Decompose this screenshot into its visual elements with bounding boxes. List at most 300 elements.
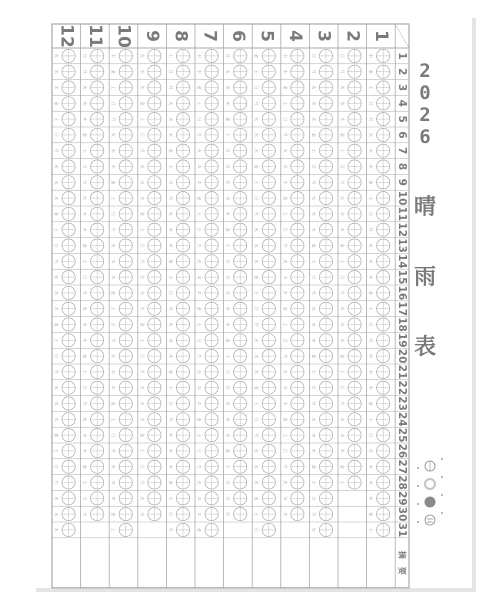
weekday-mark: 火 [311,306,317,311]
weekday-mark: 金 [311,464,317,469]
weekday-mark: 月 [368,338,374,343]
weekday-mark: 木 [282,511,288,517]
weekday-mark: 金 [139,322,145,327]
weekday-mark: 月 [139,369,145,375]
weekday-mark: 日 [282,227,288,232]
weekday-mark: 金 [254,164,260,169]
weekday-mark: 火 [197,259,202,264]
weekday-mark: 土 [254,69,260,74]
weekday-mark: 月 [111,116,117,122]
weekday-mark: 水 [54,401,59,406]
weekday-mark: 日 [368,322,374,327]
weekday-mark: 日 [311,274,317,280]
weekday-mark: 月 [111,227,117,232]
weekday-mark: 水 [368,259,374,264]
weekday-mark: 水 [54,69,59,74]
weekday-mark: 日 [82,274,88,280]
weekday-mark: 日 [111,322,117,327]
weekday-mark: 月 [54,259,59,264]
day-number: 17 [396,301,408,317]
weekday-mark: 土 [82,148,88,153]
weekday-mark: 木 [82,116,88,122]
month-number: 11 [84,24,105,48]
weekday-mark: 土 [82,369,88,375]
weekday-mark: 木 [111,274,117,280]
month-number: 8 [170,30,191,42]
weekday-mark: 月 [197,132,202,138]
weekday-mark: 水 [139,290,145,296]
day-number: 11 [396,206,408,222]
legend-dot [417,521,419,523]
weekday-mark: 火 [111,243,117,248]
weekday-mark: 日 [82,53,88,59]
weekday-mark: 金 [340,243,345,248]
weekday-mark: 火 [197,148,202,153]
weekday-mark: 木 [168,243,174,248]
weekday-mark: 水 [340,211,345,217]
weekday-mark: 日 [139,132,145,138]
weekday-mark: 金 [139,432,145,438]
weekday-mark: 日 [82,164,88,169]
weekday-mark: 火 [368,243,374,248]
weekday-mark: 水 [54,180,59,185]
weekday-mark: 金 [282,417,288,422]
weekday-mark: 月 [197,464,202,469]
weekday-mark: 水 [168,227,174,232]
day-number: 9 [396,178,408,186]
weekday-mark: 水 [340,322,345,327]
day-number: 13 [396,238,408,253]
weekday-mark: 木 [111,53,117,59]
weekday-mark: 火 [340,85,345,90]
weekday-mark: 水 [82,432,88,438]
weekday-mark: 金 [168,480,174,485]
day-number: 1 [396,52,408,60]
weekday-mark: 土 [197,101,202,106]
weekday-mark: 土 [225,353,231,359]
weekday-mark: 水 [111,259,117,264]
day-number: 6 [396,131,408,139]
weekday-mark: 日 [368,432,374,438]
weekday-mark: 金 [197,85,202,90]
day-number: 3 [396,83,408,92]
rain-icon [425,497,436,508]
weekday-mark: 火 [139,385,145,390]
day-number: 30 [396,506,408,522]
legend-dot [441,494,443,496]
weekday-mark: 土 [197,211,202,217]
day-number: 4 [396,99,408,107]
month-number: 1 [370,30,391,42]
weekday-mark: 月 [82,180,88,185]
day-number: 7 [396,147,408,155]
weekday-mark: 木 [168,353,174,359]
weekday-mark: 火 [282,369,288,375]
weekday-mark: 火 [54,164,59,169]
weekday-mark: 月 [282,464,288,469]
weekday-mark: 土 [54,227,59,232]
weekday-mark: 水 [82,322,88,327]
weekday-mark: 水 [139,69,145,74]
weekday-mark: 土 [54,116,59,122]
weekday-mark: 金 [311,243,317,248]
weekday-mark: 金 [54,101,59,106]
weekday-mark: 金 [111,180,117,185]
month-number: 7 [199,30,220,42]
cloudy-icon [425,479,435,489]
weekday-mark: 日 [225,480,231,485]
weekday-mark: 月 [311,401,317,406]
weekday-mark: 金 [139,211,145,217]
weekday-mark: 金 [340,353,345,359]
weekday-mark: 木 [225,432,231,438]
day-number: 8 [396,162,408,171]
weekday-mark: 火 [368,464,374,469]
weekday-mark: 土 [197,322,202,327]
weekday-mark: 土 [82,259,88,264]
weekday-mark: 金 [168,259,174,264]
weekday-mark: 木 [197,401,202,406]
weekday-mark: 火 [82,85,88,90]
weekday-mark: 水 [282,385,288,390]
weekday-mark: 水 [282,274,288,280]
weekday-mark: 土 [168,274,174,280]
weekday-mark: 土 [111,306,117,311]
weekday-mark: 月 [82,511,88,517]
weekday-mark: 火 [340,306,345,311]
weekday-mark: 木 [282,401,288,406]
weekday-mark: 火 [254,227,260,232]
weekday-mark: 木 [54,306,59,311]
weekday-mark: 火 [254,338,260,343]
weekday-mark: 水 [168,448,174,454]
weekday-mark: 水 [225,85,231,90]
weekday-mark: 土 [139,227,145,232]
weekday-mark: 日 [197,338,202,343]
weekday-mark: 木 [340,448,345,454]
weekday-mark: 土 [111,527,117,533]
weekday-mark: 土 [168,496,174,501]
weekday-mark: 火 [282,480,288,485]
weekday-mark: 火 [254,116,260,122]
weekday-mark: 火 [225,290,231,296]
weekday-mark: 土 [254,401,260,406]
title-char-hare: 晴 [413,195,436,220]
weekday-mark: 金 [82,464,88,469]
weekday-mark: 金 [139,101,145,106]
day-number: 2 [396,68,408,76]
weekday-mark: 火 [225,180,231,185]
weekday-mark: 金 [225,338,231,343]
weekday-mark: 日 [139,464,145,469]
weekday-mark: 火 [111,464,117,469]
weekday-mark: 水 [311,101,317,106]
weekday-mark: 木 [111,385,117,390]
weekday-mark: 水 [139,511,145,517]
weekday-mark: 月 [254,101,260,106]
weekday-mark: 水 [197,53,202,59]
weekday-mark: 月 [368,448,374,454]
weekday-mark: 金 [54,322,59,327]
weekday-mark: 日 [54,132,59,138]
weekday-mark: 月 [282,243,288,248]
weekday-mark: 土 [168,385,174,390]
weekday-mark: 水 [54,511,59,517]
weekday-mark: 月 [139,148,145,153]
weekday-mark: 月 [368,227,374,232]
weekday-mark: 土 [282,211,288,217]
weekday-mark: 火 [197,480,202,485]
day-number: 10 [396,190,408,206]
weekday-mark: 日 [340,164,345,169]
weekday-mark: 火 [254,448,260,454]
weekday-mark: 水 [82,101,88,106]
weekday-mark: 金 [54,432,59,438]
day-number: 16 [396,285,408,301]
weekday-mark: 火 [168,101,174,106]
weekday-mark: 木 [111,496,117,501]
weekday-mark: 月 [340,401,345,406]
weekday-mark: 金 [282,85,288,90]
weekday-mark: 木 [368,496,374,501]
weekday-mark: 木 [168,464,174,469]
weekday-mark: 金 [311,353,317,359]
day-number: 25 [396,427,408,443]
weekday-mark: 木 [197,511,202,517]
weekday-mark: 日 [225,148,231,153]
weekday-mark: 月 [282,353,288,359]
legend-dot [441,458,443,460]
title-char-hyou: 表 [413,335,436,360]
weekday-mark: 水 [282,164,288,169]
weekday-mark: 日 [168,69,174,74]
weekday-mark: 月 [340,180,345,185]
weekday-mark: 月 [282,132,288,138]
weekday-mark: 土 [311,480,317,485]
weekday-mark: 木 [368,164,374,169]
weekday-mark: 木 [225,322,231,327]
weekday-mark: 水 [111,148,117,153]
weekday-mark: 月 [197,243,202,248]
day-number: 24 [396,411,408,427]
weekday-mark: 金 [368,180,374,185]
weekday-mark: 木 [340,338,345,343]
weekday-mark: 水 [197,164,202,169]
weekday-mark: 木 [139,195,145,201]
weekday-mark: 土 [368,306,374,311]
weekday-mark: 月 [311,69,317,74]
day-number: 31 [396,522,408,538]
weekday-mark: 金 [168,148,174,153]
weekday-mark: 金 [197,527,202,533]
weekday-mark: 日 [168,290,174,296]
weekday-mark: 月 [82,401,88,406]
day-number: 19 [396,332,408,348]
weekday-mark: 日 [311,164,317,169]
weekday-mark: 日 [197,227,202,232]
weekday-mark: 日 [254,527,260,533]
weekday-mark: 金 [254,496,260,501]
weekday-mark: 土 [340,369,345,375]
weekday-mark: 木 [139,85,145,90]
weekday-mark: 火 [82,417,88,422]
weekday-mark: 水 [111,369,117,375]
weekday-mark: 土 [311,148,317,153]
weekday-mark: 日 [111,432,117,438]
weekday-mark: 月 [54,369,59,375]
weekday-mark: 火 [54,385,59,390]
notes-label: 摘 要 [397,550,407,575]
weekday-mark: 金 [111,401,117,406]
year-heading [408,60,442,148]
weekday-mark: 月 [82,290,88,296]
weekday-mark: 土 [340,148,345,153]
weekday-mark: 月 [111,448,117,454]
weekday-mark: 木 [54,195,59,201]
weekday-mark: 日 [340,385,345,390]
weekday-mark: 火 [168,432,174,438]
month-number: 5 [256,30,277,42]
weekday-mark: 日 [368,101,374,106]
weekday-mark: 日 [139,243,145,248]
weekday-mark: 水 [139,180,145,185]
weekday-mark: 月 [311,290,317,296]
year-digit: 6 [419,126,431,148]
weekday-mark: 火 [54,274,59,280]
weekday-mark: 火 [225,511,231,517]
legend-dot [417,467,419,469]
weekday-mark: 水 [168,338,174,343]
year-digit: 2 [419,104,431,126]
weekday-mark: 金 [254,385,260,390]
weekday-mark: 火 [54,496,59,501]
weekday-mark: 日 [311,53,317,59]
weekday-mark: 金 [197,417,202,422]
weekday-mark: 土 [254,180,260,185]
weekday-mark: 土 [54,338,59,343]
weekday-mark: 月 [168,85,174,90]
weekday-mark: 日 [225,369,231,375]
weekday-mark: 土 [340,480,345,485]
weekday-mark: 火 [368,132,374,138]
weekday-mark: 金 [311,132,317,138]
weekday-mark: 土 [54,448,59,454]
year-digit: 2 [419,60,431,82]
weekday-mark: 木 [82,227,88,232]
weekday-mark: 土 [197,432,202,438]
weekday-mark: 土 [254,290,260,296]
weekday-mark: 水 [54,290,59,296]
weekday-mark: 月 [82,69,88,74]
weekday-mark: 木 [282,69,288,74]
weekday-mark: 水 [139,401,145,406]
weekday-mark: 月 [254,211,260,217]
weekday-mark: 金 [111,511,117,517]
weekday-mark: 火 [139,53,145,59]
weekday-mark: 土 [340,259,345,264]
weekday-mark: 火 [82,306,88,311]
month-number: 3 [313,30,334,42]
weekday-mark: 日 [254,85,260,90]
weekday-mark: 月 [54,148,59,153]
day-number: 26 [396,443,408,459]
weekday-mark: 土 [225,132,231,138]
weekday-mark: 金 [111,69,117,74]
weekday-mark: 月 [311,511,317,517]
weekday-mark: 日 [254,417,260,422]
weekday-mark: 水 [368,148,374,153]
weekday-mark: 金 [282,195,288,201]
weekday-mark: 金 [340,132,345,138]
weekday-mark: 日 [197,448,202,454]
weekday-mark: 水 [225,195,231,201]
legend-dot [441,476,443,478]
weekday-mark: 金 [368,290,374,296]
day-number: 5 [396,115,408,123]
weekday-mark: 土 [168,164,174,169]
month-number: 4 [285,30,306,42]
weekday-mark: 木 [340,227,345,232]
weekday-mark: 月 [368,116,374,122]
day-number: 15 [396,269,408,285]
weekday-mark: 火 [225,69,231,74]
weekday-mark: 火 [311,85,317,90]
weekday-mark: 日 [282,448,288,454]
weekday-mark: 日 [54,464,59,469]
weekday-mark: 木 [54,527,59,533]
day-number: 21 [396,364,408,380]
weekday-mark: 土 [311,369,317,375]
weekday-mark: 土 [111,85,117,90]
weekday-mark: 金 [254,274,260,280]
day-number: 27 [396,459,408,475]
weekday-mark: 木 [225,101,231,106]
weekday-mark: 木 [368,53,374,59]
weekday-mark: 火 [340,417,345,422]
weekday-mark: 月 [54,480,59,485]
weekday-mark: 月 [225,496,231,501]
weekday-mark: 木 [311,227,317,232]
weekday-mark: 水 [197,385,202,390]
weekday-mark: 金 [82,243,88,248]
weekday-mark: 日 [82,385,88,390]
weekday-mark: 木 [54,85,59,90]
weekday-mark: 火 [368,353,374,359]
weekday-mark: 木 [139,417,145,422]
weekday-mark: 水 [225,306,231,311]
weekday-mark: 日 [82,496,88,501]
weekday-mark: 日 [254,306,260,311]
weekday-mark: 月 [225,385,231,390]
day-number: 29 [396,490,408,506]
weekday-mark: 木 [311,338,317,343]
weekday-mark: 月 [168,195,174,201]
weekday-mark: 金 [111,290,117,296]
weekday-mark: 月 [168,306,174,311]
weekday-mark: 水 [254,353,260,359]
weekday-mark: 水 [368,369,374,375]
weekday-mark: 木 [340,116,345,122]
weekday-mark: 土 [168,53,174,59]
weekday-mark: 木 [82,448,88,454]
weekday-mark: 火 [340,195,345,201]
weekday-mark: 火 [311,417,317,422]
day-number: 14 [396,253,408,269]
weekday-mark: 木 [368,274,374,280]
weekday-mark: 水 [254,243,260,248]
weekday-mark: 金 [225,227,231,232]
weekday-mark: 土 [368,527,374,533]
